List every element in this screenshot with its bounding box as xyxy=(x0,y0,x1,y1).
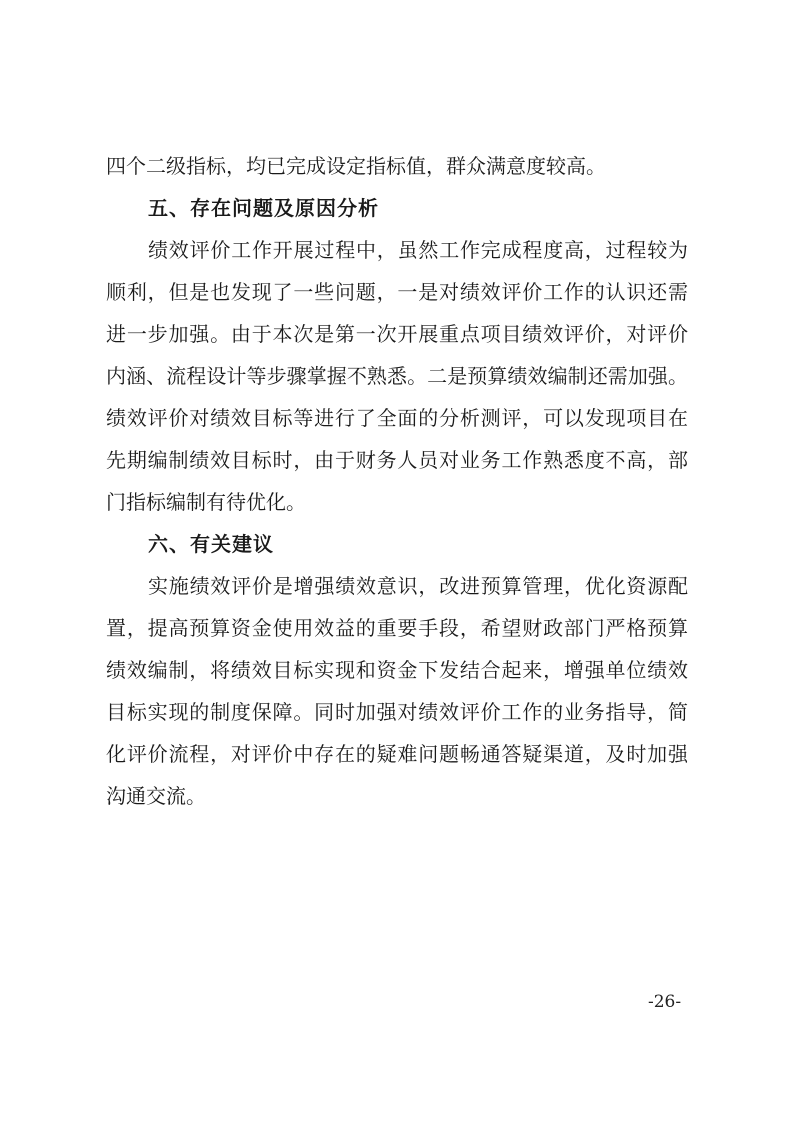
paragraph-line: 化评价流程，对评价中存在的疑难问题畅通答疑渠道，及时加强 xyxy=(106,742,688,766)
paragraph-line: 目标实现的制度保障。同时加强对绩效评价工作的业务指导，简 xyxy=(106,700,688,724)
paragraph-line: 先期编制绩效目标时，由于财务人员对业务工作熟悉度不高，部 xyxy=(106,448,688,472)
page-number: -26- xyxy=(648,992,682,1012)
paragraph-line: 顺利，但是也发现了一些问题，一是对绩效评价工作的认识还需 xyxy=(106,280,688,304)
paragraph-line: 沟通交流。 xyxy=(106,784,206,808)
paragraph-line: 门指标编制有待优化。 xyxy=(106,490,306,514)
section-heading-suggestions: 六、有关建议 xyxy=(148,532,274,556)
paragraph-line: 绩效评价对绩效目标等进行了全面的分析测评，可以发现项目在 xyxy=(106,406,688,430)
paragraph-line: 实施绩效评价是增强绩效意识，改进预算管理，优化资源配 xyxy=(148,574,688,598)
section-heading-problems: 五、存在问题及原因分析 xyxy=(148,196,379,220)
paragraph-line: 置，提高预算资金使用效益的重要手段，希望财政部门严格预算 xyxy=(106,616,688,640)
paragraph-line: 四个二级指标，均已完成设定指标值，群众满意度较高。 xyxy=(106,154,606,178)
paragraph-line: 内涵、流程设计等步骤掌握不熟悉。二是预算绩效编制还需加强。 xyxy=(106,364,688,388)
paragraph-line: 进一步加强。由于本次是第一次开展重点项目绩效评价，对评价 xyxy=(106,322,688,346)
paragraph-line: 绩效编制，将绩效目标实现和资金下发结合起来，增强单位绩效 xyxy=(106,658,688,682)
paragraph-line: 绩效评价工作开展过程中，虽然工作完成程度高，过程较为 xyxy=(148,238,688,262)
